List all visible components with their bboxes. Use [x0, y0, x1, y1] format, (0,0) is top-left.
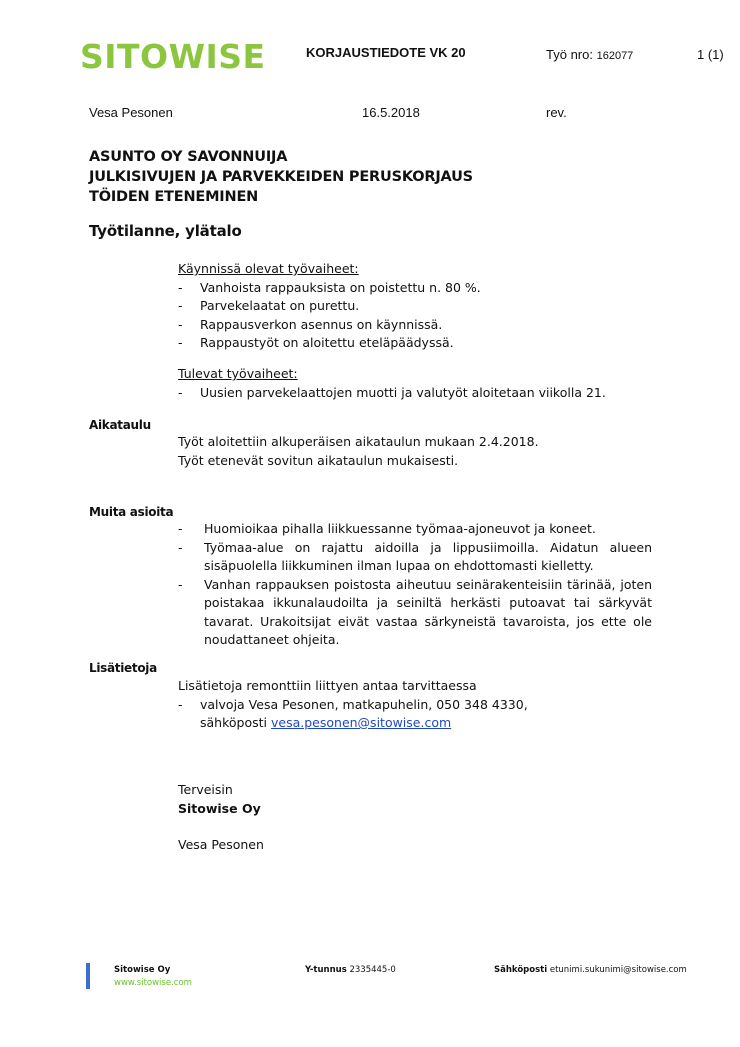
greeting: Terveisin: [178, 782, 233, 797]
footer-company: [114, 965, 170, 975]
page-number: 1 (1): [697, 47, 724, 62]
job-number-label: Työ nro:: [546, 47, 593, 62]
info-intro: Lisätietoja remonttiin liittyen antaa tarvittaessa: [178, 678, 477, 693]
document-heading: [89, 147, 473, 207]
document-date: 16.5.2018: [362, 105, 420, 120]
footer-email-label: Sähköposti: [494, 965, 548, 975]
closing: [178, 781, 264, 855]
schedule-label: Aikataulu: [89, 418, 151, 432]
ongoing-list: [178, 279, 481, 353]
closing-company: Sitowise Oy: [178, 800, 261, 816]
list-item: - Parvekelaatat on purettu.: [178, 297, 481, 316]
ongoing-work: [178, 260, 481, 353]
section-title: Työtilanne, ylätalo: [89, 222, 242, 240]
job-number-value: 162077: [596, 50, 634, 62]
heading-line: ASUNTO OY SAVONNUIJA: [89, 149, 288, 165]
footer-website-link[interactable]: www.sitowise.com: [114, 978, 192, 988]
document-title: KORJAUSTIEDOTE VK 20: [306, 45, 466, 60]
email-prefix: sähköposti: [200, 715, 268, 730]
business-id-label: Y-tunnus: [305, 965, 347, 975]
heading-line: TÖIDEN ETENEMINEN: [89, 189, 259, 205]
upcoming-list: [178, 384, 606, 403]
schedule-line: Työt etenevät sovitun aikataulun mukaisesti.: [178, 452, 459, 468]
sitowise-logo: SITOWISE: [80, 37, 266, 76]
ongoing-heading: Käynnissä olevat työvaiheet:: [178, 261, 359, 276]
contact-line: - valvoja Vesa Pesonen, matkapuhelin, 050 348 4330,: [178, 696, 528, 715]
list-item: - Huomioikaa pihalla liikkuessanne työmaa-ajoneuvot ja koneet.: [176, 520, 652, 539]
footer-business-id: [305, 965, 396, 975]
revision: rev.: [546, 105, 567, 120]
footer-company-name: Sitowise Oy: [114, 965, 171, 975]
info-list: [178, 696, 528, 715]
other-list: [176, 520, 652, 650]
contact-email-line: [178, 714, 528, 733]
contact-email-link[interactable]: vesa.pesonen@sitowise.com: [271, 715, 452, 730]
other-label: Muita asioita: [89, 505, 174, 519]
signature-name: Vesa Pesonen: [178, 837, 264, 852]
author: Vesa Pesonen: [89, 105, 173, 120]
job-number: [546, 47, 633, 62]
list-item: - Vanhan rappauksen poistosta aiheutuu seinärakenteisiin tärinää, joten poistakaa ikkunalaudoilta ja seiniltä herkästi putoavat tai särkyvät tavarat. Urakoitsijat eivät vastaa särkyneistä tavaroista, jos ette ole noudattaneet ohjeita.: [176, 576, 652, 650]
info-label: Lisätietoja: [89, 661, 157, 675]
schedule-text: [178, 433, 539, 470]
schedule-line: Työt aloitettiin alkuperäisen aikataulun mukaan 2.4.2018.: [178, 434, 539, 449]
list-item: - Työmaa-alue on rajattu aidoilla ja lippusiimoilla. Aidatun alueen sisäpuolella liikkuminen ilman lupaa on ehdottomasti kielletty.: [176, 539, 652, 576]
footer-email: [494, 965, 687, 975]
upcoming-heading: Tulevat työvaiheet:: [178, 366, 298, 381]
list-item: - Vanhoista rappauksista on poistettu n. 80 %.: [178, 279, 481, 298]
list-item: - Rappausverkon asennus on käynnissä.: [178, 316, 481, 335]
heading-line: JULKISIVUJEN JA PARVEKKEIDEN PERUSKORJAUS: [89, 169, 473, 185]
upcoming-work: [178, 365, 606, 402]
footer-email-value: etunimi.sukunimi@sitowise.com: [549, 965, 687, 975]
info-text: [178, 677, 528, 733]
footer-accent-bar: [86, 963, 90, 989]
list-item: - Rappaustyöt on aloitettu eteläpäädyssä.: [178, 334, 481, 353]
business-id-value: 2335445-0: [349, 965, 396, 975]
list-item: - Uusien parvekelaattojen muotti ja valutyöt aloitetaan viikolla 21.: [178, 384, 606, 403]
